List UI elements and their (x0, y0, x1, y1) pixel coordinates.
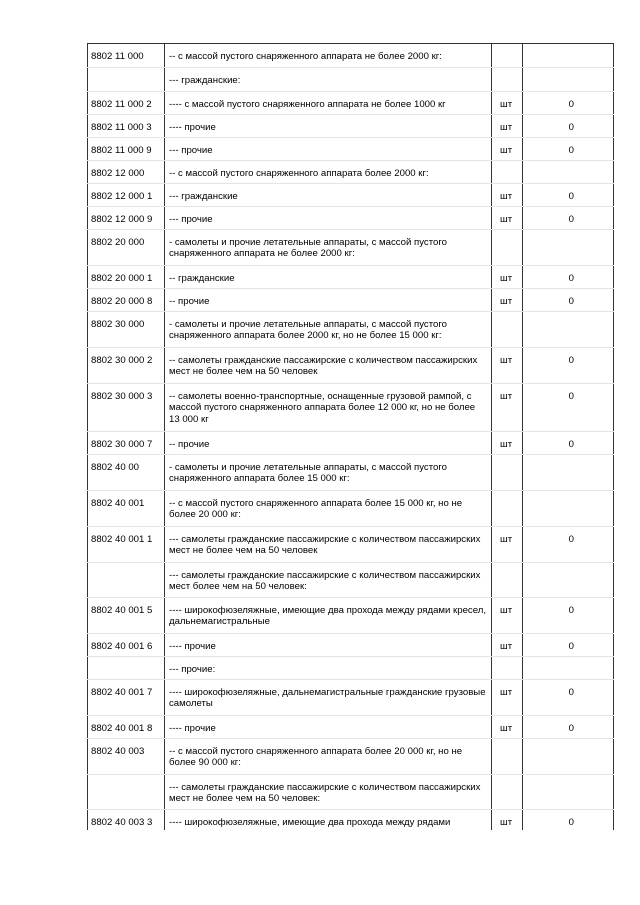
description-cell: -- самолеты военно-транспортные, оснащенные грузовой рампой, с массой пустого снаряженного аппарата более 12 000 кг, но не более 13 000 кг (165, 384, 492, 432)
code-cell: 8802 30 000 7 (88, 432, 165, 455)
code-cell: 8802 40 001 5 (88, 598, 165, 634)
unit-cell (492, 44, 523, 68)
code-cell: 8802 11 000 (88, 44, 165, 68)
description-cell: -- гражданские (165, 266, 492, 289)
code-cell: 8802 12 000 1 (88, 184, 165, 207)
table-row (88, 810, 614, 830)
duty-cell (523, 775, 614, 810)
code-cell (88, 775, 165, 810)
duty-cell: 0 (523, 716, 614, 739)
unit-cell: шт (492, 384, 523, 432)
table-row (88, 680, 614, 716)
unit-cell (492, 775, 523, 810)
duty-cell: 0 (523, 138, 614, 161)
description-cell: --- самолеты гражданские пассажирские с количеством пассажирских мест не более чем на 50 человек (165, 527, 492, 563)
description-cell: --- самолеты гражданские пассажирские с количеством пассажирских мест более чем на 50 человек: (165, 563, 492, 598)
unit-cell (492, 491, 523, 527)
code-cell: 8802 40 001 1 (88, 527, 165, 563)
unit-cell: шт (492, 527, 523, 563)
unit-cell: шт (492, 716, 523, 739)
description-cell: --- прочие: (165, 657, 492, 680)
unit-cell (492, 563, 523, 598)
code-cell: 8802 40 00 (88, 455, 165, 491)
duty-cell (523, 657, 614, 680)
code-cell: 8802 30 000 2 (88, 348, 165, 384)
table-row (88, 527, 614, 563)
table-row (88, 44, 614, 68)
description-cell: -- с массой пустого снаряженного аппарата более 2000 кг: (165, 161, 492, 184)
duty-cell (523, 230, 614, 266)
description-cell: ---- с массой пустого снаряженного аппарата не более 1000 кг (165, 92, 492, 115)
duty-cell (523, 491, 614, 527)
unit-cell: шт (492, 138, 523, 161)
description-cell: - самолеты и прочие летательные аппараты, с массой пустого снаряженного аппарата более 2000 кг, но не более 15 000 кг: (165, 312, 492, 348)
table-row (88, 207, 614, 230)
unit-cell: шт (492, 92, 523, 115)
description-cell: ---- прочие (165, 716, 492, 739)
duty-cell (523, 739, 614, 775)
code-cell: 8802 20 000 (88, 230, 165, 266)
description-cell: ---- прочие (165, 115, 492, 138)
table-row (88, 289, 614, 312)
table-row (88, 348, 614, 384)
code-cell (88, 563, 165, 598)
code-cell: 8802 11 000 3 (88, 115, 165, 138)
description-cell: ---- прочие (165, 634, 492, 657)
duty-cell: 0 (523, 207, 614, 230)
duty-cell: 0 (523, 384, 614, 432)
duty-cell (523, 161, 614, 184)
code-cell: 8802 11 000 2 (88, 92, 165, 115)
tariff-table-body (88, 44, 614, 830)
table-row (88, 384, 614, 432)
unit-cell (492, 68, 523, 92)
duty-cell (523, 44, 614, 68)
table-row (88, 138, 614, 161)
description-cell: --- прочие (165, 138, 492, 161)
code-cell: 8802 30 000 (88, 312, 165, 348)
unit-cell: шт (492, 207, 523, 230)
description-cell: - самолеты и прочие летательные аппараты, с массой пустого снаряженного аппарата более 15 000 кг: (165, 455, 492, 491)
duty-cell: 0 (523, 432, 614, 455)
unit-cell: шт (492, 680, 523, 716)
code-cell: 8802 40 001 (88, 491, 165, 527)
description-cell: --- гражданские: (165, 68, 492, 92)
unit-cell: шт (492, 289, 523, 312)
description-cell: -- самолеты гражданские пассажирские с количеством пассажирских мест не более чем на 50 человек (165, 348, 492, 384)
description-cell: - самолеты и прочие летательные аппараты, с массой пустого снаряженного аппарата не более 2000 кг: (165, 230, 492, 266)
duty-cell: 0 (523, 92, 614, 115)
description-cell: ---- широкофюзеляжные, дальнемагистральные гражданские грузовые самолеты (165, 680, 492, 716)
unit-cell: шт (492, 266, 523, 289)
description-cell: ---- широкофюзеляжные, имеющие два прохода между рядами (165, 810, 492, 830)
duty-cell: 0 (523, 184, 614, 207)
table-row (88, 634, 614, 657)
table-row (88, 184, 614, 207)
table-row (88, 161, 614, 184)
unit-cell: шт (492, 432, 523, 455)
table-row (88, 455, 614, 491)
duty-cell: 0 (523, 289, 614, 312)
table-row (88, 491, 614, 527)
code-cell: 8802 40 001 8 (88, 716, 165, 739)
duty-cell (523, 68, 614, 92)
table-row (88, 230, 614, 266)
unit-cell (492, 312, 523, 348)
unit-cell: шт (492, 348, 523, 384)
table-row (88, 68, 614, 92)
table-row (88, 598, 614, 634)
duty-cell: 0 (523, 598, 614, 634)
table-row (88, 312, 614, 348)
description-cell: --- самолеты гражданские пассажирские с количеством пассажирских мест не более чем на 50 человек: (165, 775, 492, 810)
duty-cell (523, 455, 614, 491)
duty-cell: 0 (523, 810, 614, 830)
code-cell: 8802 30 000 3 (88, 384, 165, 432)
tariff-table (87, 43, 614, 830)
code-cell: 8802 12 000 9 (88, 207, 165, 230)
code-cell (88, 68, 165, 92)
unit-cell (492, 230, 523, 266)
duty-cell: 0 (523, 266, 614, 289)
table-row (88, 716, 614, 739)
table-row (88, 266, 614, 289)
unit-cell (492, 161, 523, 184)
code-cell: 8802 11 000 9 (88, 138, 165, 161)
unit-cell (492, 455, 523, 491)
unit-cell (492, 657, 523, 680)
description-cell: -- прочие (165, 432, 492, 455)
description-cell: ---- широкофюзеляжные, имеющие два прохода между рядами кресел, дальнемагистральные (165, 598, 492, 634)
duty-cell: 0 (523, 634, 614, 657)
duty-cell: 0 (523, 527, 614, 563)
unit-cell (492, 739, 523, 775)
description-cell: -- с массой пустого снаряженного аппарата более 15 000 кг, но не более 20 000 кг: (165, 491, 492, 527)
table-row (88, 115, 614, 138)
description-cell: --- прочие (165, 207, 492, 230)
code-cell (88, 657, 165, 680)
duty-cell (523, 563, 614, 598)
description-cell: --- гражданские (165, 184, 492, 207)
table-row (88, 657, 614, 680)
code-cell: 8802 40 001 7 (88, 680, 165, 716)
description-cell: -- прочие (165, 289, 492, 312)
code-cell: 8802 20 000 1 (88, 266, 165, 289)
duty-cell (523, 312, 614, 348)
table-row (88, 563, 614, 598)
code-cell: 8802 40 001 6 (88, 634, 165, 657)
duty-cell: 0 (523, 680, 614, 716)
duty-cell: 0 (523, 115, 614, 138)
unit-cell: шт (492, 115, 523, 138)
unit-cell: шт (492, 598, 523, 634)
code-cell: 8802 40 003 3 (88, 810, 165, 830)
description-cell: -- с массой пустого снаряженного аппарата более 20 000 кг, но не более 90 000 кг: (165, 739, 492, 775)
duty-cell: 0 (523, 348, 614, 384)
table-row (88, 739, 614, 775)
code-cell: 8802 40 003 (88, 739, 165, 775)
unit-cell: шт (492, 184, 523, 207)
table-row (88, 92, 614, 115)
code-cell: 8802 12 000 (88, 161, 165, 184)
code-cell: 8802 20 000 8 (88, 289, 165, 312)
table-row (88, 432, 614, 455)
table-row (88, 775, 614, 810)
unit-cell: шт (492, 810, 523, 830)
description-cell: -- с массой пустого снаряженного аппарата не более 2000 кг: (165, 44, 492, 68)
unit-cell: шт (492, 634, 523, 657)
